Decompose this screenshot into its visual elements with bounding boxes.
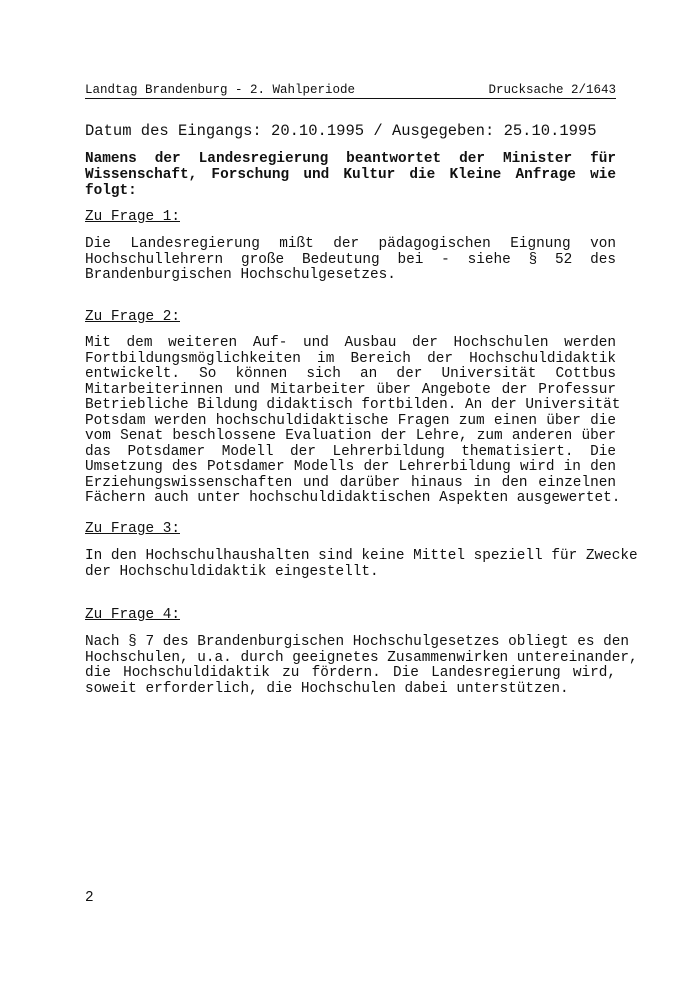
- answer-line: Betriebliche Bildung didaktisch fortbilden. An der Universität: [85, 397, 621, 413]
- question-4-answer: [85, 634, 638, 697]
- question-1-answer: [85, 237, 616, 284]
- page-header: [85, 83, 616, 99]
- answer-line: Mit dem weiteren Auf- und Ausbau der Hochschulen werden: [85, 335, 616, 351]
- answer-line: In den Hochschulhaushalten sind keine Mittel speziell für Zwecke: [85, 548, 638, 564]
- answer-line: Umsetzung des Potsdamer Modells der Lehrerbildung wird in den: [85, 459, 616, 475]
- header-right: Drucksache 2/1643: [488, 83, 616, 97]
- answer-line: das Potsdamer Modell der Lehrerbildung thematisiert. Die: [85, 443, 616, 460]
- answer-line: Potsdam werden hochschuldidaktische Fragen zum einen über die: [85, 412, 616, 429]
- answer-line: Mitarbeiterinnen und Mitarbeiter über Angebote der Professur: [85, 381, 616, 398]
- date-line: Datum des Eingangs: 20.10.1995 / Ausgegeben: 25.10.1995: [85, 122, 597, 140]
- question-3-heading: Zu Frage 3:: [85, 521, 180, 537]
- answer-line: Die Landesregierung mißt der pädagogischen Eignung von: [85, 236, 616, 252]
- answer-line: Hochschulen, u.a. durch geeignetes Zusammenwirken untereinander,: [85, 649, 638, 666]
- answer-line: Fächern auch unter hochschuldidaktischen Aspekten ausgewertet.: [85, 490, 621, 506]
- question-3-answer: [85, 548, 638, 580]
- question-2-heading: Zu Frage 2:: [85, 309, 180, 325]
- intro-paragraph: Namens der Landesregierung beantwortet der Minister für Wissenschaft, Forschung und Kultur die Kleine Anfrage wie folgt:: [85, 151, 616, 199]
- question-1-heading: Zu Frage 1:: [85, 209, 180, 225]
- answer-line: vom Senat beschlossene Evaluation der Lehre, zum anderen über: [85, 428, 616, 444]
- answer-line: Erziehungswissenschaften und darüber hinaus in den einzelnen: [85, 474, 616, 491]
- answer-line: der Hochschuldidaktik eingestellt.: [85, 563, 379, 580]
- answer-line: Brandenburgischen Hochschulgesetzes.: [85, 267, 396, 283]
- answer-line: soweit erforderlich, die Hochschulen dabei unterstützen.: [85, 680, 569, 697]
- answer-line: Hochschullehrern große Bedeutung bei - siehe § 52 des: [85, 251, 616, 268]
- page-number: 2: [85, 890, 94, 906]
- answer-line: die Hochschuldidaktik zu fördern. Die Landesregierung wird,: [85, 665, 616, 681]
- answer-line: Nach § 7 des Brandenburgischen Hochschulgesetzes obliegt es den: [85, 634, 630, 650]
- answer-line: Fortbildungsmöglichkeiten im Bereich der Hochschuldidaktik: [85, 350, 616, 367]
- question-2-answer: [85, 335, 621, 507]
- question-4-heading: Zu Frage 4:: [85, 607, 180, 623]
- answer-line: entwickelt. So können sich an der Universität Cottbus: [85, 366, 616, 382]
- header-left: Landtag Brandenburg - 2. Wahlperiode: [85, 83, 356, 97]
